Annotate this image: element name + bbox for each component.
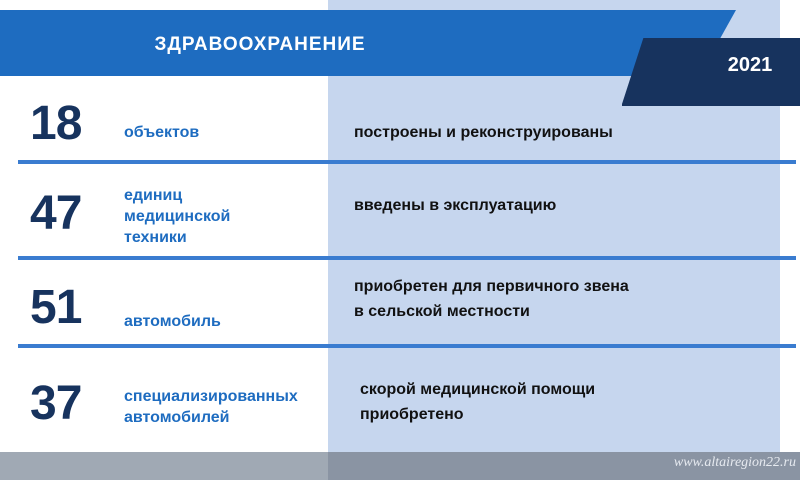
stat-number-ambulances: 37 <box>30 377 82 430</box>
row-divider <box>18 344 796 348</box>
stat-description-ambulances: скорой медицинской помощи приобретено <box>360 381 596 423</box>
stat-number-vehicle: 51 <box>30 281 82 334</box>
stat-description-objects: построены и реконструированы <box>354 124 613 141</box>
stat-unit-objects: объектов <box>124 124 200 141</box>
stat-description-vehicle: приобретен для первичного звена в сельской местности <box>354 278 629 320</box>
stat-unit-ambulances: специализированных автомобилей <box>124 388 298 426</box>
stat-unit-equipment: единиц медицинской техники <box>124 187 231 246</box>
page-title: ЗДРАВООХРАНЕНИЕ <box>154 34 366 55</box>
year-label: 2021 <box>727 54 773 76</box>
stat-unit-vehicle: автомобиль <box>124 313 221 330</box>
stat-description-equipment: введены в эксплуатацию <box>354 197 557 214</box>
watermark-url: www.altairegion22.ru <box>673 455 796 470</box>
row-divider <box>18 256 796 260</box>
row-divider <box>18 160 796 164</box>
stat-number-equipment: 47 <box>30 187 82 240</box>
stat-number-objects: 18 <box>30 97 82 150</box>
